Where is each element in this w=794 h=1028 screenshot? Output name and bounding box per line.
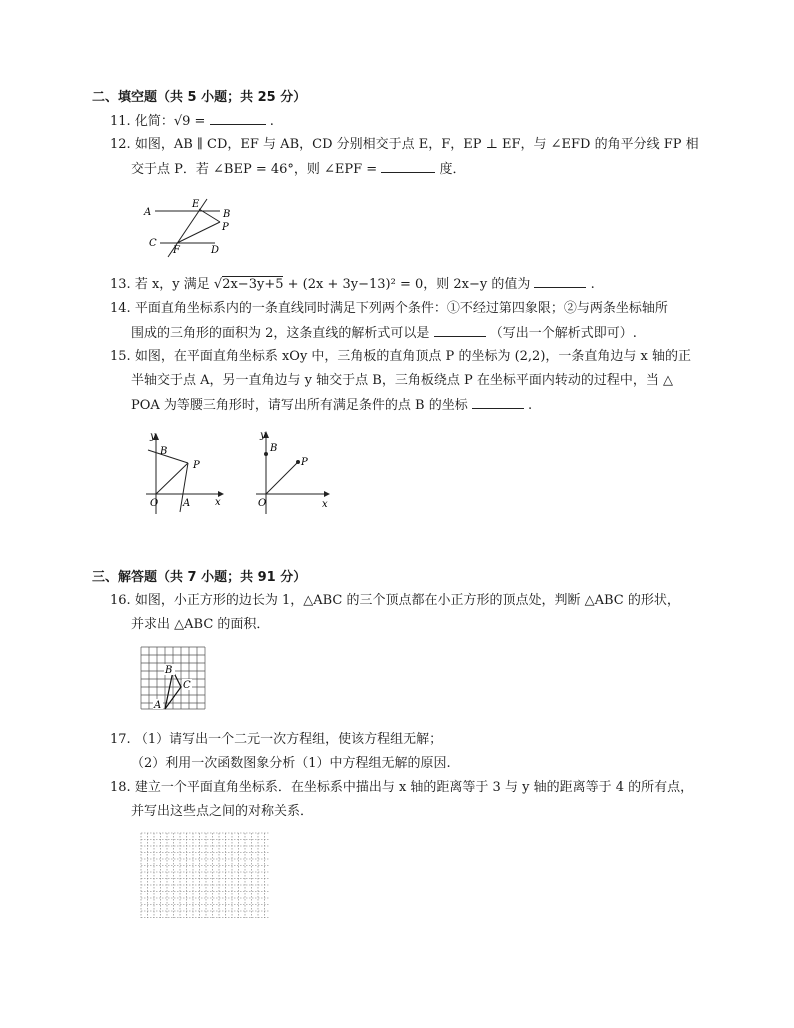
math-expression: √9 =	[173, 114, 206, 129]
section-title-fill-blank: 二、填空题（共 5 小题；共 25 分）	[92, 90, 307, 105]
figure-grid-triangle	[140, 646, 208, 710]
label-x: x	[322, 499, 328, 510]
label-b: B	[160, 446, 168, 457]
label-f: F	[173, 245, 180, 256]
question-text: （1）请写出一个二元一次方程组，使该方程组无解；	[134, 732, 443, 747]
label-e: E	[192, 199, 200, 210]
point-p	[296, 460, 300, 464]
question-15-line2	[131, 372, 673, 390]
question-text: 度．	[439, 162, 466, 177]
question-14	[110, 300, 668, 318]
label-b: B	[223, 209, 231, 220]
question-text: 并求出 △ABC 的面积．	[131, 617, 270, 632]
question-number: 16.	[110, 593, 131, 608]
answer-blank[interactable]	[381, 160, 435, 173]
question-18	[110, 779, 693, 797]
question-number: 18.	[110, 780, 131, 795]
label-a: A	[154, 700, 162, 710]
label-y: y	[150, 431, 156, 442]
figure-triangle-board-1	[138, 430, 228, 516]
question-text: 如图，小正方形的边长为 1，△ABC 的三个顶点都在小正方形的顶点处，判断 △ABC 的形状，	[134, 593, 680, 608]
question-text: 如图，AB ∥ CD，EF 与 AB，CD 分别相交于点 E，F，EP ⊥ EF，与 ∠EFD 的角平分线 FP 相	[134, 137, 699, 152]
segment-fp	[177, 222, 220, 243]
question-text: 半轴交于点 A，另一直角边与 y 轴交于点 B，三角板绕点 P 在坐标平面内转动的过程中，当 △	[131, 373, 673, 388]
figure-parallel-lines	[140, 195, 240, 261]
question-number: 14.	[110, 301, 131, 316]
question-text: 围成的三角形的面积为 2，这条直线的解析式可以是	[131, 326, 430, 341]
question-number: 15.	[110, 349, 131, 364]
label-o: O	[150, 498, 159, 509]
question-text: .	[590, 277, 595, 292]
question-15	[110, 348, 691, 366]
question-number: 11.	[110, 114, 131, 129]
question-text: + (2x + 3y−13)² = 0，则 2x−y 的值为	[283, 277, 531, 292]
question-15-line3	[131, 396, 532, 415]
question-number: 13.	[110, 277, 131, 292]
question-12	[110, 136, 699, 154]
label-b: B	[165, 665, 173, 676]
question-text: .	[528, 398, 533, 413]
question-text: 如图，在平面直角坐标系 xOy 中，三角板的直角顶点 P 的坐标为 (2,2)，一条直角边与 x 轴的正	[134, 349, 691, 364]
question-17-line2	[131, 755, 451, 773]
question-text: 交于点 P．若 ∠BEP = 46°，则 ∠EPF =	[131, 162, 378, 177]
point-b	[264, 452, 268, 456]
label-b: B	[270, 443, 278, 454]
question-number: 17.	[110, 732, 131, 747]
label-a: A	[183, 498, 191, 509]
question-text: 若 x，y 满足	[134, 277, 214, 292]
board-edge-pb	[148, 450, 188, 463]
question-text: .	[269, 114, 274, 129]
question-text: （2）利用一次函数图象分析（1）中方程组无解的原因.	[131, 756, 451, 771]
dashed-grid-lines	[141, 833, 270, 918]
radicand: 2x−3y+5	[222, 277, 284, 292]
answer-blank[interactable]	[534, 275, 586, 288]
question-text: （写出一个解析式即可）.	[489, 326, 637, 341]
question-text: 平面直角坐标系内的一条直线同时满足下列两个条件：①不经过第四象限；②与两条坐标轴所	[134, 301, 668, 316]
question-number: 12.	[110, 137, 131, 152]
question-13	[110, 275, 595, 294]
question-14-line2	[131, 324, 637, 343]
question-12-line2	[131, 160, 466, 179]
label-p: P	[301, 457, 308, 468]
grid-lines	[141, 647, 205, 709]
label-c: C	[149, 238, 157, 249]
label-p: P	[193, 460, 200, 471]
label-o: O	[258, 498, 267, 509]
label-p: P	[222, 222, 229, 233]
question-text: 化简：	[134, 114, 174, 129]
answer-blank[interactable]	[434, 324, 486, 337]
x-axis-arrow	[324, 491, 330, 497]
label-y: y	[260, 430, 266, 441]
label-x: x	[215, 497, 221, 508]
answer-blank[interactable]	[472, 396, 524, 409]
question-text: 建立一个平面直角坐标系．在坐标系中描出与 x 轴的距离等于 3 与 y 轴的距离等于 4 的所有点，	[134, 780, 694, 795]
figure-triangle-board-2	[250, 428, 336, 516]
segment-op	[266, 462, 298, 494]
figure-dashed-grid	[140, 832, 272, 920]
label-c: C	[183, 680, 191, 691]
label-d: D	[211, 245, 220, 256]
sqrt-sign: √	[213, 277, 223, 292]
answer-blank[interactable]	[210, 112, 266, 125]
question-18-line2	[131, 803, 313, 821]
label-a: A	[144, 207, 152, 218]
question-11	[110, 112, 274, 131]
question-text: 并写出这些点之间的对称关系．	[131, 804, 314, 819]
question-text: POA 为等腰三角形时，请写出所有满足条件的点 B 的坐标	[131, 398, 468, 413]
question-16-line2	[131, 616, 269, 634]
question-16	[110, 592, 680, 610]
question-17	[110, 731, 442, 749]
section-title-solve: 三、解答题（共 7 小题；共 91 分）	[92, 570, 307, 585]
